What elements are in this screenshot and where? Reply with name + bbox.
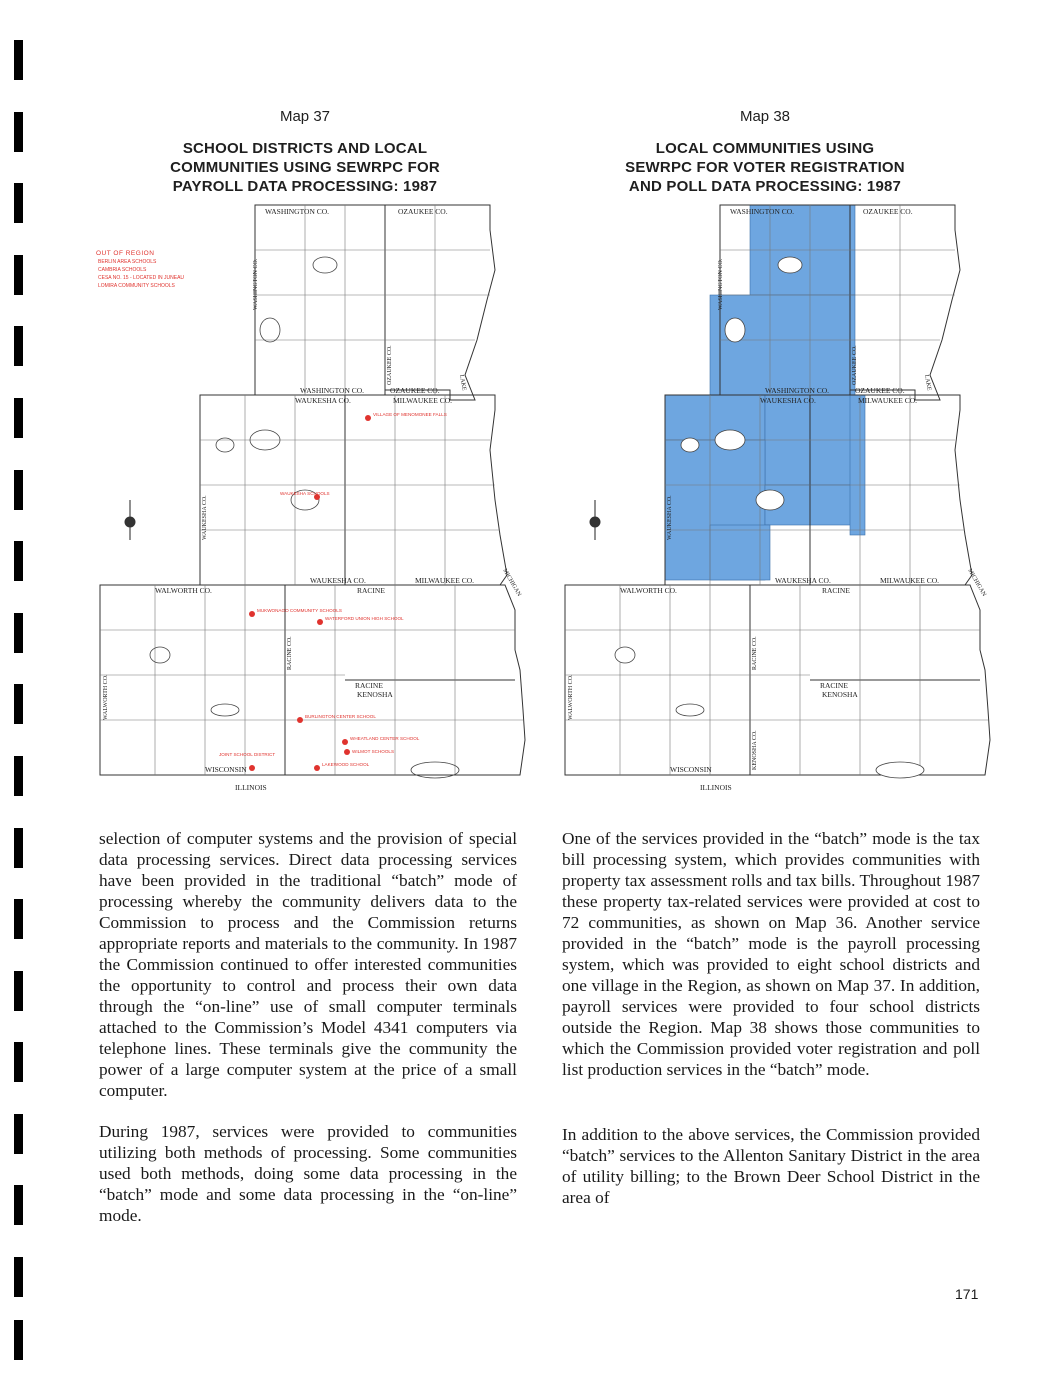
label-ozaukee-vertical: OZAUKEE CO. [852,345,858,385]
label-washington-co-south: WASHINGTON CO. [300,386,365,395]
callout-waukesha-schools: WAUKESHA SCHOOLS [280,491,330,496]
label-ozaukee-vertical: OZAUKEE CO. [387,345,393,385]
label-kenosha: KENOSHA [357,690,393,699]
callout-joint-school: JOINT SCHOOL DISTRICT [219,752,276,757]
label-washington-vertical: WASHINGTON CO. [253,258,259,310]
label-waukesha-co: WAUKESHA CO. [760,396,816,405]
map-37-region-map [95,200,535,795]
legend-item: BERLIN AREA SCHOOLS [98,259,157,265]
label-washington-co: WASHINGTON CO. [730,207,795,216]
callout-wilmot: WILMOT SCHOOLS [352,749,395,754]
punch-mark [14,1185,23,1225]
punch-mark [14,971,23,1011]
left-text-column [99,828,517,1246]
marker-lakewood [314,765,320,771]
callout-menomonee-falls: VILLAGE OF MENOMONEE FALLS [373,412,447,417]
label-ozaukee-co: OZAUKEE CO. [398,207,448,216]
marker-joint-school [249,765,255,771]
marker-burlington-center [297,717,303,723]
label-racine: RACINE [822,586,850,595]
binding-punch-marks [0,0,40,1380]
punch-mark [14,183,23,223]
label-michigan: MICHIGAN [501,568,522,598]
label-ozaukee-co-south: OZAUKEE CO. [855,386,905,395]
marker-wilmot [344,749,350,755]
marker-menomonee-falls [365,415,371,421]
label-waukesha-co: WAUKESHA CO. [295,396,351,405]
label-illinois: ILLINOIS [235,783,267,792]
punch-mark [14,541,23,581]
punch-mark [14,684,23,724]
callout-lakewood: LAKEWOOD SCHOOL [322,762,370,767]
label-walworth-co: WALWORTH CO. [155,586,212,595]
map-37-title-line: SCHOOL DISTRICTS AND LOCAL [182,140,428,157]
label-milwaukee-co-south: MILWAUKEE CO. [880,576,940,585]
label-milwaukee-co: MILWAUKEE CO. [393,396,453,405]
label-illinois: ILLINOIS [700,783,732,792]
label-milwaukee-co: MILWAUKEE CO. [858,396,918,405]
paragraph: selection of computer systems and the provision of special data processing services. Direct data processing services have been provided in the traditional “batch” mode of processing whereby the community delivers data to the Commission to process and the Commission returns appropriate reports and materials to the community. In 1987 the Commission continued to offer interested communities the opportunity to control and process their own data through the “on-line” use of small computer terminals attached to the Commission’s Model 4341 computers via telephone lines. These terminals give the community the power of a large computer system at the price of a small computer. [99,829,517,1100]
label-washington-co-south: WASHINGTON CO. [765,386,830,395]
legend-item: CAMBRIA SCHOOLS [98,267,147,273]
label-milwaukee-co-south: MILWAUKEE CO. [415,576,475,585]
punch-mark [14,470,23,510]
punch-mark [14,828,23,868]
punch-mark [14,1114,23,1154]
label-racine-vertical: RACINE CO. [752,636,758,670]
label-lake: LAKE [923,374,932,392]
marker-mukwonago [249,611,255,617]
label-waukesha-vertical: WAUKESHA CO. [202,495,208,540]
punch-mark [14,613,23,653]
right-text-column [562,828,980,1228]
map-37-title-line: COMMUNITIES USING SEWRPC FOR [170,159,440,176]
label-lake: LAKE [458,374,467,392]
callout-wheatland: WHEATLAND CENTER SCHOOL [350,736,420,741]
label-washington-vertical: WASHINGTON CO. [718,258,724,310]
label-ozaukee-co-south: OZAUKEE CO. [390,386,440,395]
map-37-title [140,139,470,196]
label-waukesha-co-south: WAUKESHA CO. [775,576,831,585]
label-racine-vertical: RACINE CO. [287,636,293,670]
label-waukesha-co-south: WAUKESHA CO. [310,576,366,585]
label-walworth-co: WALWORTH CO. [620,586,677,595]
label-ozaukee-co: OZAUKEE CO. [863,207,913,216]
paragraph: In addition to the above services, the Commission provided “batch” services to the Allenton Sanitary District in the area of utility billing; to the Brown Deer School District in the area of [562,1125,980,1207]
legend-item: CESA NO. 15 - LOCATED IN JUNEAU [98,275,185,281]
label-wisconsin: WISCONSIN [670,765,712,774]
map-38-title-line: AND POLL DATA PROCESSING: 1987 [628,178,902,195]
map-38-title-line: SEWRPC FOR VOTER REGISTRATION [625,159,905,176]
map-38-number: Map 38 [739,108,791,125]
punch-mark [14,398,23,438]
legend-item: LOMIRA COMMUNITY SCHOOLS [98,283,175,289]
label-wisconsin: WISCONSIN [205,765,247,774]
punch-mark [14,899,23,939]
map-37-number: Map 37 [279,108,331,125]
legend-heading: OUT OF REGION [96,250,155,257]
callout-burlington-center: BURLINGTON CENTER SCHOOL [305,714,376,719]
marker-waterford [317,619,323,625]
map-38-caption [600,108,930,196]
map-37-title-line: PAYROLL DATA PROCESSING: 1987 [172,178,438,195]
label-kenosha-vertical: KENOSHA CO. [752,730,758,770]
punch-mark [14,40,23,80]
punch-mark [14,326,23,366]
label-washington-co: WASHINGTON CO. [265,207,330,216]
punch-mark [14,1257,23,1297]
label-racine-south: RACINE [820,681,848,690]
label-michigan: MICHIGAN [966,568,987,598]
label-walworth-vertical: WALWORTH CO. [568,674,574,720]
paragraph: One of the services provided in the “batch” mode is the tax bill processing system, which provides communities with property tax assessment rolls and tax bills. Throughout 1987 these property tax-related services were provided at cost to 72 communities, as shown on Map 36. Another service provided in the “batch” mode is the payroll processing system, which was provided to eight school districts and one village in the Region, as shown on Map 37. In addition, payroll services were provided to four school districts outside the Region. Map 38 shows those communities to which the Commission provided voter registration and poll list production services in the “batch” mode. [562,829,980,1079]
punch-mark [14,756,23,796]
punch-mark [14,1042,23,1082]
punch-mark [14,255,23,295]
map-38-title-line: LOCAL COMMUNITIES USING [655,140,875,157]
page-number: 171 [955,1286,979,1302]
punch-mark [14,1320,23,1360]
label-racine-south: RACINE [355,681,383,690]
map-38-title [600,139,930,196]
callout-waterford: WATERFORD UNION HIGH SCHOOL [325,616,404,621]
label-waukesha-vertical: WAUKESHA CO. [667,495,673,540]
marker-wheatland [342,739,348,745]
paragraph: During 1987, services were provided to communities utilizing both methods of processing. Some communities used both methods, doing some data processing in the “batch” mode and some data processing in the “on-line” mode. [99,1122,517,1225]
punch-mark [14,112,23,152]
map-38-region-map [560,200,1000,795]
label-kenosha: KENOSHA [822,690,858,699]
label-walworth-vertical: WALWORTH CO. [103,674,109,720]
map-37-caption [140,108,470,196]
callout-mukwonago: MUKWONAGO COMMUNITY SCHOOLS [257,608,342,613]
label-racine: RACINE [357,586,385,595]
